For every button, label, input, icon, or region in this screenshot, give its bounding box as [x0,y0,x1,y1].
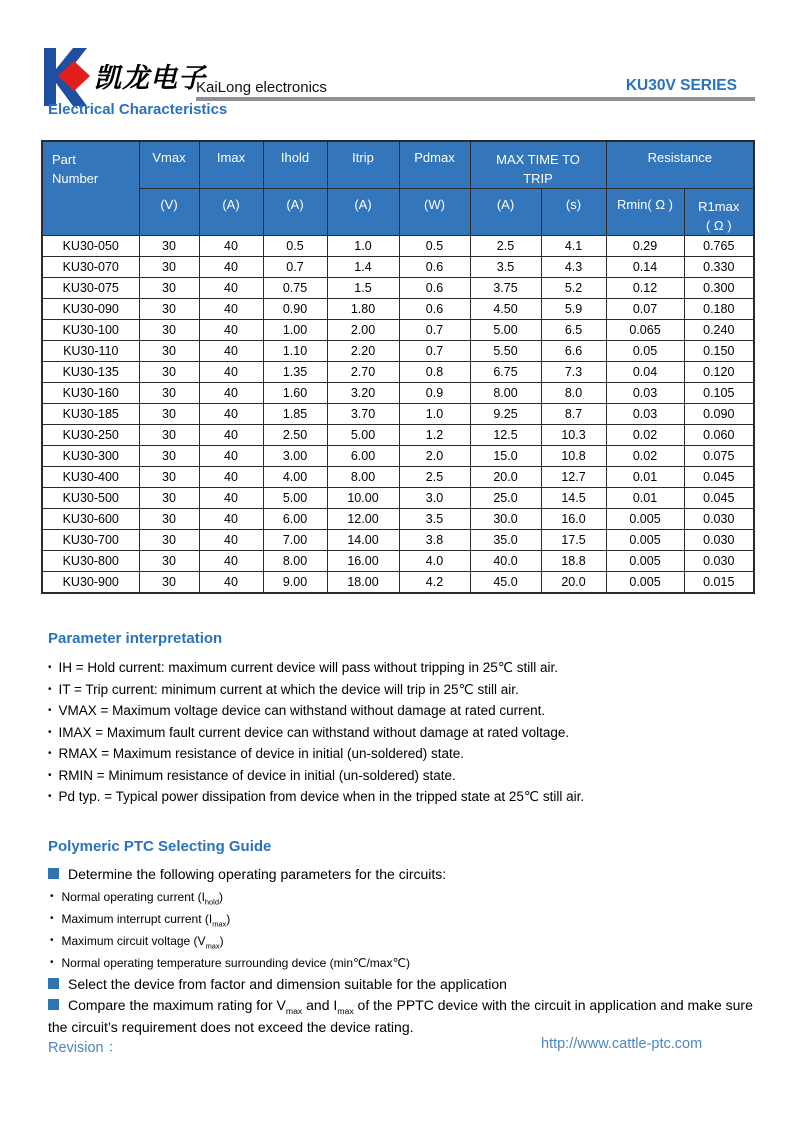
table-cell: 30 [139,530,199,551]
unit-trip-amps: (A) [470,189,541,236]
table-cell: 1.4 [327,257,399,278]
table-cell: 5.2 [541,278,606,299]
table-cell: 20.0 [470,467,541,488]
guide-item: Select the device from factor and dimension suitable for the application [48,974,759,996]
table-row [42,488,754,509]
table-row [42,404,754,425]
table-cell: 18.8 [541,551,606,572]
table-cell: 40 [199,509,263,530]
unit-ihold: (A) [263,189,327,236]
table-cell: 12.7 [541,467,606,488]
company-name: KaiLong electronics [196,79,327,96]
table-cell: KU30-110 [42,341,139,362]
table-cell: 30 [139,236,199,257]
table-cell: 4.3 [541,257,606,278]
table-row [42,341,754,362]
guide-item: • Normal operating current $(I_{hold})$ [50,889,223,906]
table-cell: 0.7 [399,320,470,341]
bullet-dot-icon: • [48,726,52,738]
table-row [42,299,754,320]
table-cell: 3.70 [327,404,399,425]
table-cell: 0.5 [399,236,470,257]
bullet-dot-icon: • [48,662,52,673]
table-row [42,320,754,341]
table-cell: 12.5 [470,425,541,446]
table-cell: 6.5 [541,320,606,341]
guide-list [48,864,759,1038]
bullet-dot-icon: • [50,934,54,946]
col-header-pdmax: Pdmax [399,141,470,189]
table-cell: 40 [199,530,263,551]
parameter-bullet: • RMIN = Minimum resistance of device in initial (un-soldered) state. [48,767,456,783]
table-cell: 0.6 [399,299,470,320]
table-cell: 7.3 [541,362,606,383]
table-cell: 0.300 [684,278,754,299]
table-cell: 0.04 [606,362,684,383]
table-cell: 0.14 [606,257,684,278]
table-cell: 1.0 [327,236,399,257]
table-cell: 0.015 [684,572,754,594]
table-cell: 40 [199,425,263,446]
unit-r1max: R1max ( Ω ) [684,189,754,236]
unit-imax: (A) [199,189,263,236]
table-cell: 5.50 [470,341,541,362]
table-cell: 30 [139,509,199,530]
table-cell: 2.0 [399,446,470,467]
table-cell: 4.0 [399,551,470,572]
guide-item: • Maximum interrupt current $(I_{max})$ [50,911,231,928]
electrical-characteristics-title: Electrical Characteristics [48,101,228,118]
table-cell: 30 [139,278,199,299]
table-cell: 0.045 [684,467,754,488]
table-cell: 5.9 [541,299,606,320]
table-cell: 0.8 [399,362,470,383]
parameter-bullet: • VMAX = Maximum voltage device can withstand without damage at rated current. [48,703,546,718]
table-cell: 9.00 [263,572,327,594]
table-row [42,278,754,299]
table-cell: 16.00 [327,551,399,572]
square-bullet-icon [48,868,59,879]
table-header-row-2 [42,189,754,236]
table-cell: 0.065 [606,320,684,341]
table-cell: 4.50 [470,299,541,320]
table-cell: 0.90 [263,299,327,320]
table-row [42,530,754,551]
table-cell: 40 [199,236,263,257]
table-cell: 6.75 [470,362,541,383]
table-row [42,467,754,488]
table-cell: 45.0 [470,572,541,594]
ptc-selecting-guide-title: Polymeric PTC Selecting Guide [48,838,272,855]
table-cell: 6.00 [263,509,327,530]
table-cell: 14.5 [541,488,606,509]
table-cell: 35.0 [470,530,541,551]
bullet-dot-icon: • [50,912,54,924]
table-cell: 3.00 [263,446,327,467]
table-cell: 2.5 [470,236,541,257]
col-header-part-number: Part Number [42,141,139,236]
table-cell: 20.0 [541,572,606,594]
table-cell: 30.0 [470,509,541,530]
table-row [42,509,754,530]
table-cell: 0.05 [606,341,684,362]
table-cell: 0.150 [684,341,754,362]
table-cell: KU30-800 [42,551,139,572]
table-cell: 0.03 [606,383,684,404]
table-cell: 40 [199,278,263,299]
table-cell: 40 [199,341,263,362]
table-cell: 25.0 [470,488,541,509]
table-cell: 40 [199,362,263,383]
table-cell: 1.60 [263,383,327,404]
table-cell: KU30-100 [42,320,139,341]
table-row [42,446,754,467]
table-cell: 15.0 [470,446,541,467]
parameter-bullet: • IH = Hold current: maximum current device will pass without tripping in 25℃ still air. [48,660,558,675]
table-cell: 8.00 [327,467,399,488]
col-header-max-time-to-trip: MAX TIME TO TRIP [470,141,606,189]
table-cell: 17.5 [541,530,606,551]
bullet-dot-icon: • [48,748,52,759]
table-cell: KU30-070 [42,257,139,278]
table-cell: 40.0 [470,551,541,572]
ptc-selecting-guide-section [48,838,759,1038]
table-cell: 3.0 [399,488,470,509]
table-cell: 40 [199,404,263,425]
table-cell: 8.00 [263,551,327,572]
table-cell: 30 [139,488,199,509]
table-cell: 0.090 [684,404,754,425]
table-cell: 0.005 [606,530,684,551]
table-cell: 2.20 [327,341,399,362]
unit-vmax: (V) [139,189,199,236]
bullet-dot-icon: • [48,791,52,802]
table-cell: 14.00 [327,530,399,551]
table-row [42,551,754,572]
parameter-list [48,657,757,808]
col-header-itrip: Itrip [327,141,399,189]
table-cell: 0.180 [684,299,754,320]
table-cell: 0.12 [606,278,684,299]
table-cell: 3.5 [399,509,470,530]
table-cell: 0.030 [684,551,754,572]
table-cell: 3.20 [327,383,399,404]
table-row [42,425,754,446]
table-cell: 12.00 [327,509,399,530]
guide-item: Compare the maximum rating for $V_{max}$ and $I_{max}$ of the PPTC device with the circuit in application and make sure the circuit’s requirement does not exceed the device rating. [48,997,753,1035]
square-bullet-icon [48,999,59,1010]
table-cell: KU30-090 [42,299,139,320]
table-cell: KU30-050 [42,236,139,257]
table-cell: 5.00 [263,488,327,509]
table-cell: 3.75 [470,278,541,299]
table-cell: 30 [139,572,199,594]
table-cell: 1.35 [263,362,327,383]
bullet-dot-icon: • [48,705,52,716]
table-cell: 0.5 [263,236,327,257]
parameter-bullet: • IMAX = Maximum fault current device can withstand without damage at rated voltage. [48,724,570,740]
table-cell: 40 [199,299,263,320]
table-row [42,383,754,404]
table-cell: 30 [139,467,199,488]
unit-pdmax: (W) [399,189,470,236]
table-cell: 2.00 [327,320,399,341]
table-cell: 0.060 [684,425,754,446]
bullet-dot-icon: • [50,890,54,902]
table-cell: KU30-185 [42,404,139,425]
table-cell: 0.765 [684,236,754,257]
table-cell: 30 [139,425,199,446]
table-cell: 6.00 [327,446,399,467]
table-cell: 1.10 [263,341,327,362]
table-cell: 3.5 [470,257,541,278]
table-cell: 1.00 [263,320,327,341]
table-cell: 1.80 [327,299,399,320]
table-cell: 0.75 [263,278,327,299]
table-cell: 30 [139,551,199,572]
table-cell: 30 [139,341,199,362]
logo-chinese-text: 凯龙电子 [94,63,206,94]
website-link[interactable]: http://www.cattle-ptc.com [541,1036,703,1052]
table-cell: 4.2 [399,572,470,594]
table-cell: 0.030 [684,509,754,530]
table-cell: 30 [139,404,199,425]
table-header-row-1 [42,141,754,189]
bullet-dot-icon: • [48,769,52,781]
table-cell: 2.50 [263,425,327,446]
table-cell: 0.03 [606,404,684,425]
guide-item: • Maximum circuit voltage $(V_{max})$ [50,933,224,950]
table-cell: 4.00 [263,467,327,488]
table-cell: 6.6 [541,341,606,362]
revision-label: Revision ： [48,1040,123,1056]
table-cell: 0.005 [606,509,684,530]
table-cell: 5.00 [327,425,399,446]
table-cell: 16.0 [541,509,606,530]
table-cell: KU30-300 [42,446,139,467]
table-cell: 8.00 [470,383,541,404]
table-cell: 7.00 [263,530,327,551]
table-cell: 0.6 [399,278,470,299]
table-cell: 30 [139,446,199,467]
table-cell: KU30-250 [42,425,139,446]
table-cell: 0.01 [606,488,684,509]
table-cell: 0.240 [684,320,754,341]
table-cell: 30 [139,257,199,278]
table-cell: 10.00 [327,488,399,509]
table-body [42,236,754,594]
table-cell: 2.70 [327,362,399,383]
table-cell: KU30-600 [42,509,139,530]
table-cell: KU30-500 [42,488,139,509]
table-cell: 1.2 [399,425,470,446]
table-cell: 30 [139,299,199,320]
table-cell: 30 [139,320,199,341]
table-cell: 40 [199,320,263,341]
table-cell: 0.02 [606,425,684,446]
table-cell: 0.330 [684,257,754,278]
guide-item: • Normal operating temperature surrounding device (min℃/max℃) [50,955,410,970]
table-cell: KU30-400 [42,467,139,488]
kailong-logo-icon [44,48,90,106]
table-cell: 0.02 [606,446,684,467]
col-header-vmax: Vmax [139,141,199,189]
table-cell: 0.7 [263,257,327,278]
table-cell: 8.0 [541,383,606,404]
table-cell: 0.005 [606,572,684,594]
table-cell: 0.045 [684,488,754,509]
table-cell: 0.07 [606,299,684,320]
table-cell: 30 [139,383,199,404]
table-cell: 0.29 [606,236,684,257]
table-cell: KU30-135 [42,362,139,383]
series-title: KU30V SERIES [625,77,737,94]
table-cell: 40 [199,383,263,404]
table-cell: 30 [139,362,199,383]
bullet-dot-icon: • [48,683,52,695]
square-bullet-icon [48,978,59,989]
table-cell: 0.01 [606,467,684,488]
unit-rmin: Rmin( Ω ) [606,189,684,236]
table-cell: 0.7 [399,341,470,362]
table-cell: 4.1 [541,236,606,257]
table-cell: KU30-700 [42,530,139,551]
parameter-interpretation-title: Parameter interpretation [48,630,223,647]
table-cell: 0.075 [684,446,754,467]
table-cell: 40 [199,467,263,488]
table-row [42,236,754,257]
bullet-dot-icon: • [50,956,54,968]
parameter-interpretation-section [48,630,757,808]
guide-item: Determine the following operating parameters for the circuits: [48,864,759,886]
table-cell: KU30-075 [42,278,139,299]
table-cell: 40 [199,446,263,467]
parameter-bullet: • IT = Trip current: minimum current at which the device will trip in 25℃ still air. [48,681,519,697]
table-row [42,572,754,594]
table-row [42,362,754,383]
col-header-ihold: Ihold [263,141,327,189]
table-cell: 2.5 [399,467,470,488]
table-cell: 10.3 [541,425,606,446]
table-cell: 0.9 [399,383,470,404]
table-cell: 18.00 [327,572,399,594]
table-cell: 40 [199,572,263,594]
table-cell: 1.85 [263,404,327,425]
table-row [42,257,754,278]
col-header-resistance: Resistance [606,141,754,189]
unit-itrip: (A) [327,189,399,236]
table-cell: 10.8 [541,446,606,467]
header-rule [196,97,755,101]
table-cell: 0.005 [606,551,684,572]
table-cell: 8.7 [541,404,606,425]
table-cell: KU30-900 [42,572,139,594]
table-cell: KU30-160 [42,383,139,404]
table-cell: 40 [199,551,263,572]
table-cell: 40 [199,488,263,509]
col-header-imax: Imax [199,141,263,189]
table-cell: 1.0 [399,404,470,425]
unit-trip-secs: (s) [541,189,606,236]
electrical-characteristics-table [41,140,755,594]
table-cell: 1.5 [327,278,399,299]
table-cell: 3.8 [399,530,470,551]
table-cell: 0.120 [684,362,754,383]
table-cell: 40 [199,257,263,278]
table-cell: 0.105 [684,383,754,404]
table-cell: 0.030 [684,530,754,551]
parameter-bullet: • Pd typ. = Typical power dissipation from device when in the tripped state at 25℃ still air. [48,789,585,804]
parameter-bullet: • RMAX = Maximum resistance of device in initial (un-soldered) state. [48,746,465,761]
table-cell: 5.00 [470,320,541,341]
table-cell: 9.25 [470,404,541,425]
table-cell: 0.6 [399,257,470,278]
